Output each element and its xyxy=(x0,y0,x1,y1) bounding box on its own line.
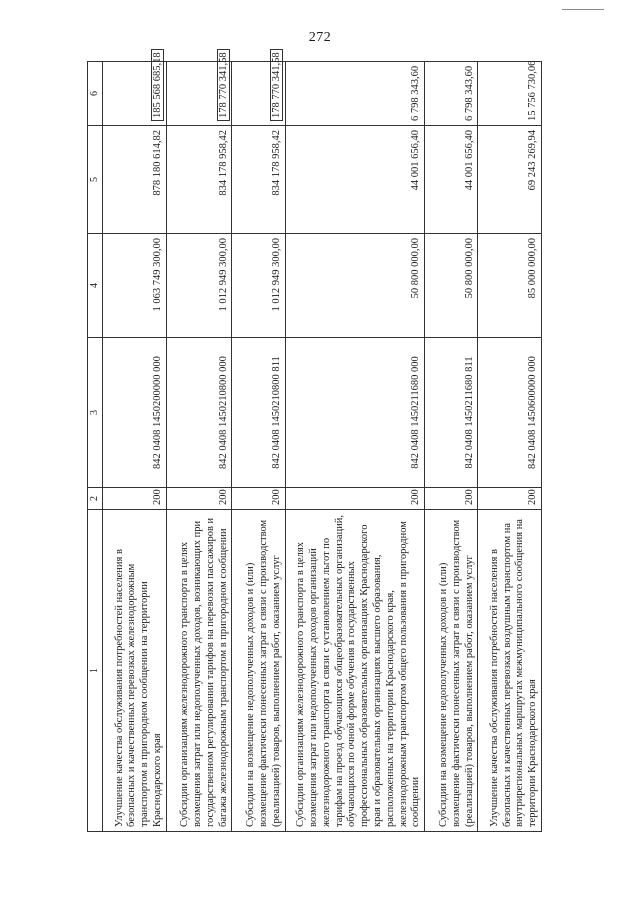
row-fact-amount: 44 001 656,40 xyxy=(285,126,424,234)
row-remainder-amount: 6 798 343,60 xyxy=(425,62,478,126)
table-row xyxy=(103,62,167,832)
page-number: 272 xyxy=(308,30,332,45)
row-remainder-amount: 178 770 341,58 xyxy=(217,49,230,121)
header-rule xyxy=(562,9,604,10)
row-col2: 200 xyxy=(103,488,167,510)
column-header-3: 3 xyxy=(88,338,103,488)
table-row xyxy=(425,62,478,832)
row-remainder-amount: 15 756 730,06 xyxy=(478,62,542,126)
row-plan-amount: 1 063 749 300,00 xyxy=(103,234,167,338)
row-plan-amount: 50 800 000,00 xyxy=(425,234,478,338)
header-row xyxy=(88,62,103,832)
row-budget-code: 842 0408 1450200000 000 xyxy=(103,338,167,488)
row-budget-code: 842 0408 1450211680 811 xyxy=(425,338,478,488)
row-col2: 200 xyxy=(285,488,424,510)
row-fact-amount: 878 180 614,82 xyxy=(103,126,167,234)
row-col2: 200 xyxy=(232,488,285,510)
row-plan-amount: 85 000 000,00 xyxy=(478,234,542,338)
column-header-1: 1 xyxy=(88,510,103,832)
row-plan-amount: 1 012 949 300,00 xyxy=(166,234,232,338)
row-fact-amount: 834 178 958,42 xyxy=(166,126,232,234)
row-fact-amount: 44 001 656,40 xyxy=(425,126,478,234)
row-remainder-amount: 185 568 685,18 xyxy=(151,49,164,121)
column-header-2: 2 xyxy=(88,488,103,510)
row-col2: 200 xyxy=(478,488,542,510)
row-budget-code: 842 0408 1450211680 000 xyxy=(285,338,424,488)
table-row xyxy=(478,62,542,832)
row-col2: 200 xyxy=(425,488,478,510)
column-header-5: 5 xyxy=(88,126,103,234)
row-col2: 200 xyxy=(166,488,232,510)
row-plan-amount: 50 800 000,00 xyxy=(285,234,424,338)
row-description: Субсидии на возмещение недополученных доходов и (или) возмещение фактически понесенных затрат в связи с производством (реализацией) товаров, выполнением работ, оказанием услуг xyxy=(425,510,478,832)
row-budget-code: 842 0408 1450210800 811 xyxy=(232,338,285,488)
row-description: Субсидии организациям железнодорожного транспорта в целях возмещения затрат или недополученных доходов организаций железнодорожного транспорта в связи с установлением льгот по тарифам на проезд обучающихся общеобразовательных организаций, обучающихся по очной форме обучения в государственных профессиональных образовательных организациях Краснодарского края и образовательных организациях высшего образования, расположенных на территории Краснодарского края, железнодорожным транспортом общего пользования в пригородном сообщении xyxy=(285,510,424,832)
row-fact-amount: 834 178 958,42 xyxy=(232,126,285,234)
column-header-6: 6 xyxy=(88,62,103,126)
rotated-table-container xyxy=(87,52,542,832)
row-remainder-amount: 178 770 341,58 xyxy=(270,49,283,121)
row-description: Субсидии на возмещение недополученных доходов и (или) возмещение фактически понесенных затрат в связи с производством (реализацией) товаров, выполнением работ, оказанием услуг xyxy=(232,510,285,832)
row-description: Улучшение качества обслуживания потребностей населения в безопасных и качественных перевозках железнодорожным транспортом в пригородном сообщении на территории Краснодарского края xyxy=(103,510,167,832)
row-budget-code: 842 0408 1450210800 000 xyxy=(166,338,232,488)
row-budget-code: 842 0408 1450600000 000 xyxy=(478,338,542,488)
row-plan-amount: 1 012 949 300,00 xyxy=(232,234,285,338)
budget-execution-table xyxy=(87,52,542,832)
table-row xyxy=(166,62,232,832)
column-header-4: 4 xyxy=(88,234,103,338)
row-description: Субсидии организациям железнодорожного транспорта в целях возмещения затрат или недополученных доходов, возникающих при государственном регулировании тарифов на перевозки пассажиров и багажа железнодорожным транспортом в пригородном сообщении xyxy=(166,510,232,832)
table-row xyxy=(232,62,285,832)
table-row xyxy=(285,62,424,832)
row-description: Улучшение качества обслуживания потребностей населения в безопасных и качественных перевозках воздушным транспортом на внутрирегиональных маршрутах межмуниципального сообщения на территории Краснодарского края xyxy=(478,510,542,832)
row-fact-amount: 69 243 269,94 xyxy=(478,126,542,234)
row-remainder-amount: 6 798 343,60 xyxy=(285,62,424,126)
